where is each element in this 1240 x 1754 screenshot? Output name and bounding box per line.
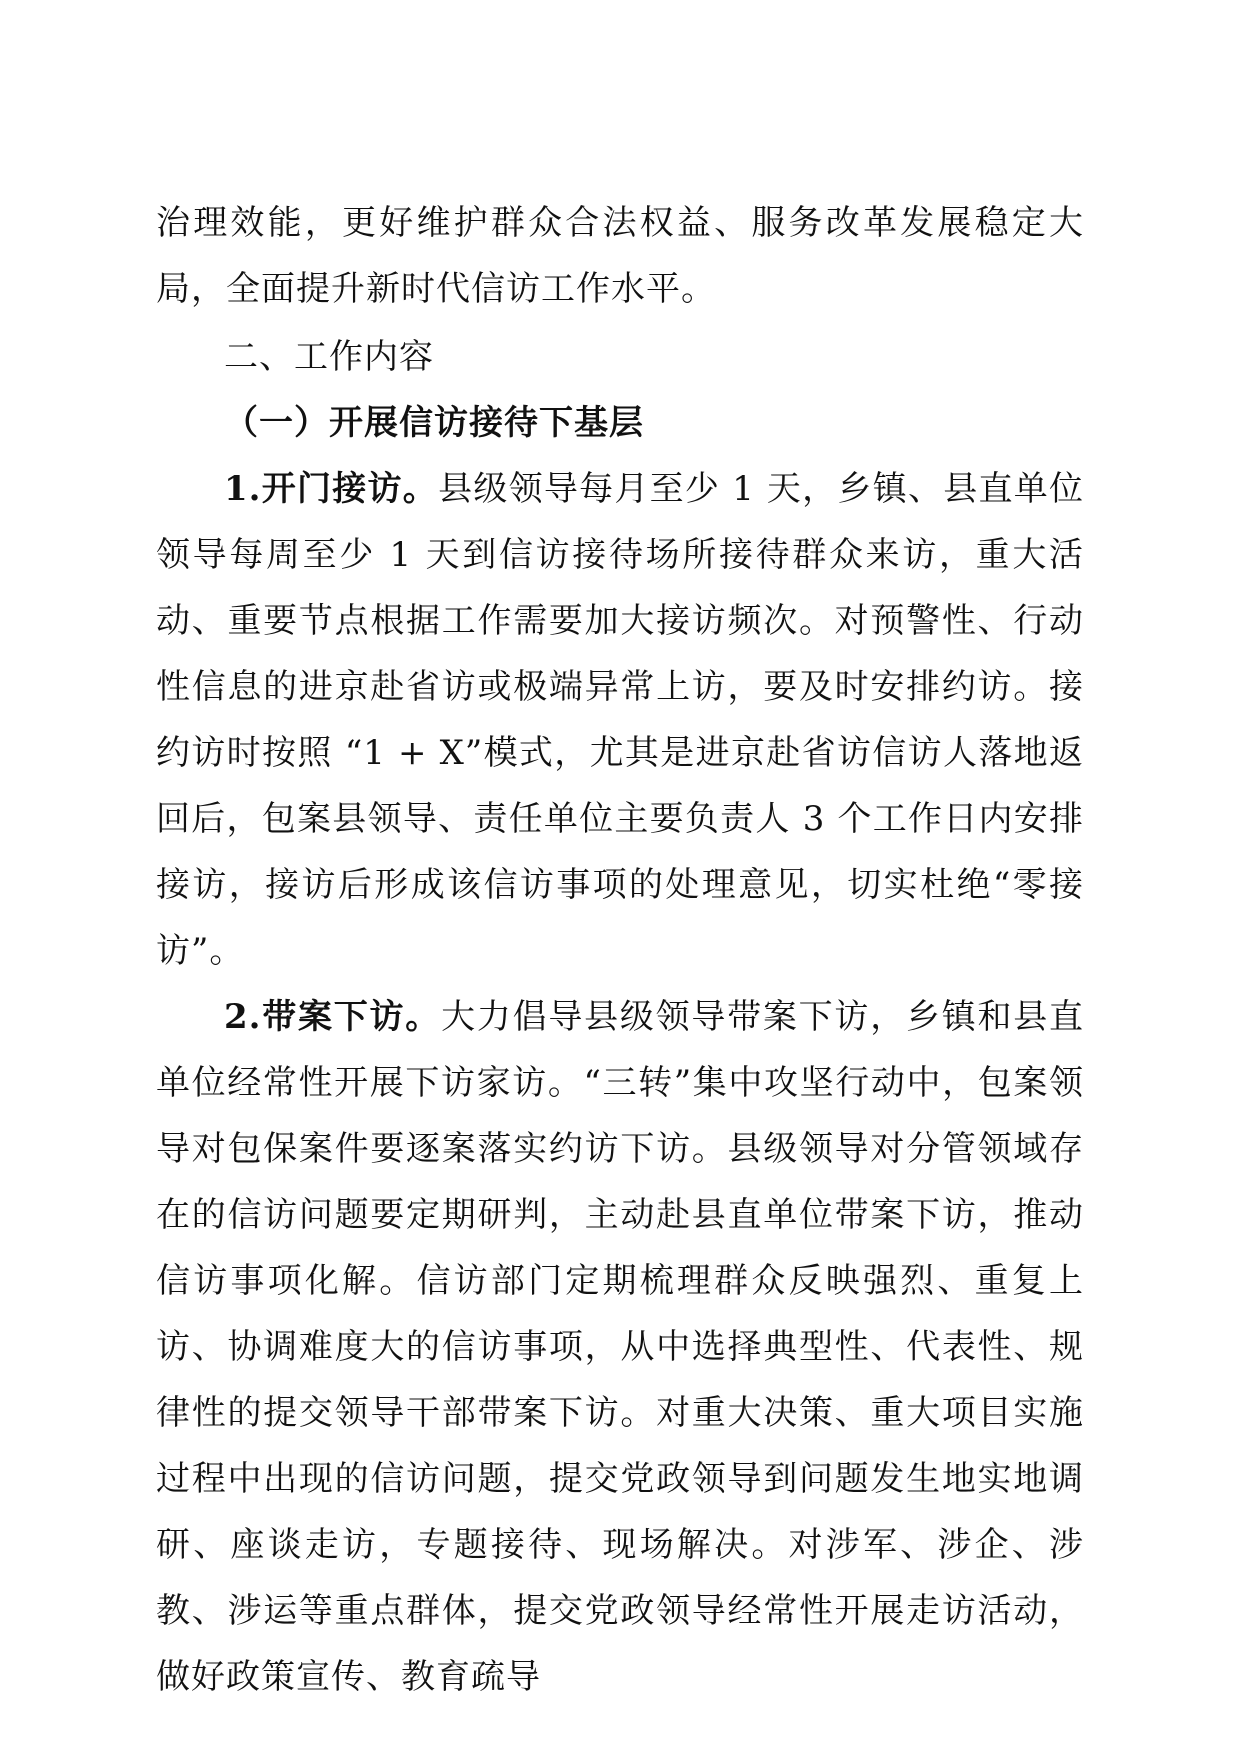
document-page: [156, 190, 1084, 1710]
item-2-paragraph: [156, 984, 1084, 1710]
intro-paragraph: 治理效能，更好维护群众合法权益、服务改革发展稳定大局，全面提升新时代信访工作水平。: [156, 203, 1084, 309]
item-1-paragraph: [156, 456, 1084, 984]
item-2-lead: 2.带案下访。: [224, 997, 442, 1037]
item-2-body: 大力倡导县级领导带案下访，乡镇和县直单位经常性开展下访家访。“三转”集中攻坚行动中，包案领导对包保案件要逐案落实约访下访。县级领导对分管领域存在的信访问题要定期研判，主动赴县直单位带案下访，推动信访事项化解。信访部门定期梳理群众反映强烈、重复上访、协调难度大的信访事项，从中选择典型性、代表性、规律性的提交领导干部带案下访。对重大决策、重大项目实施过程中出现的信访问题，提交党政领导到问题发生地实地调研、座谈走访，专题接待、现场解决。对涉军、涉企、涉教、涉运等重点群体，提交党政领导经常性开展走访活动，做好政策宣传、教育疏导: [156, 997, 1084, 1697]
item-1-lead: 1.开门接访。: [224, 469, 439, 509]
subsection-heading: （一）开展信访接待下基层: [224, 403, 644, 443]
item-1-body: 县级领导每月至少 1 天，乡镇、县直单位领导每周至少 1 天到信访接待场所接待群众来访，重大活动、重要节点根据工作需要加大接访频次。对预警性、行动性信息的进京赴省访或极端异常上访，要及时安排约访。接约访时按照 “1 + X”模式，尤其是进京赴省访信访人落地返回后，包案县领导、责任单位主要负责人 3 个工作日内安排接访，接访后形成该信访事项的处理意见，切实杜绝“零接访”。: [156, 469, 1084, 971]
section-heading: 二、工作内容: [224, 337, 434, 377]
